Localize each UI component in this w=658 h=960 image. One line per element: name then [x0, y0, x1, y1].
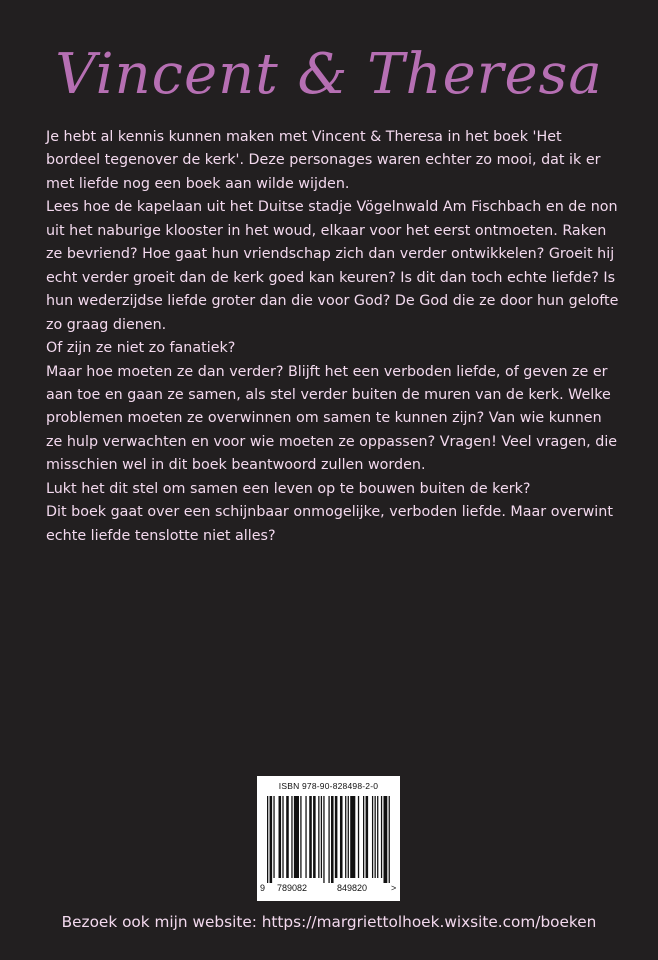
- barcode-bar: [377, 796, 378, 878]
- blurb-paragraph: Of zijn ze niet zo fanatiek?: [46, 340, 236, 357]
- barcode-digit-prefix: 9: [260, 883, 266, 893]
- barcode-bar: [305, 796, 306, 878]
- barcode-bar: [375, 796, 376, 878]
- barcode-bar: [348, 796, 349, 878]
- barcode-bar: [328, 796, 329, 883]
- blurb-paragraph: Lukt het dit stel om samen een leven op te bouwen buiten de kerk?: [46, 480, 531, 497]
- barcode-bar: [273, 796, 274, 878]
- barcode-bar: [323, 796, 324, 883]
- blurb-paragraph: Maar hoe moeten ze dan verder? Blijft het een verboden liefde, of geven ze er aan toe en gaan ze samen, als stel verder buiten de muren van de kerk. Welke problemen moeten ze overwinnen om samen te kunnen zijn? Van wie kunnen ze hulp verwachten en voor wie moeten ze oppassen? Vragen! Veel vragen, die misschien wel in dit boek beantwoord zullen worden.: [46, 363, 618, 474]
- barcode-bar: [291, 796, 292, 878]
- barcode-bar: [270, 796, 273, 883]
- isbn-label: ISBN 978-90-828498-2-0: [278, 781, 379, 791]
- barcode-bar: [313, 796, 316, 878]
- barcode-bar: [372, 796, 373, 878]
- barcode-bar: [381, 796, 382, 878]
- barcode-bar: [286, 796, 289, 878]
- barcode-bar: [366, 796, 369, 878]
- barcode-bar: [335, 796, 338, 878]
- barcode-bar: [300, 796, 301, 878]
- barcode-digits: [257, 883, 400, 897]
- barcode-bar: [282, 796, 283, 878]
- barcode-digit-suffix: >: [391, 883, 397, 893]
- barcode-digit-group-right: 849820: [337, 883, 368, 893]
- barcode-bar: [309, 796, 312, 878]
- website-link[interactable]: Bezoek ook mijn website: https://margriettolhoek.wixsite.com/boeken: [61, 913, 597, 931]
- barcode-bar: [350, 796, 355, 878]
- barcode-bar: [345, 796, 346, 878]
- barcode-bar: [358, 796, 359, 878]
- blurb-paragraph: Lees hoe de kapelaan uit het Duitse stadje Vögelnwald Am Fischbach en de non uit het naburige klooster in het woud, elkaar voor het eerst ontmoeten. Raken ze bevriend? Hoe gaat hun vriendschap zich dan verder ontwikkelen? Groeit hij echt verder groeit dan de kerk goed kan keuren? Is dit dan toch echte liefde? Is hun wederzijdse liefde groter dan die voor God? De God die ze door hun gelofte zo graag dienen.: [46, 199, 619, 333]
- barcode-bar: [267, 796, 268, 883]
- barcode-bar: [331, 796, 334, 883]
- barcode-bar: [389, 796, 390, 883]
- blurb-paragraph: Je hebt al kennis kunnen maken met Vincent & Theresa in het boek 'Het bordeel tegenover de kerk'. Deze personages waren echter zo mooi, dat ik er met liefde nog een boek aan wilde wijden.: [46, 129, 601, 192]
- barcode-bar: [321, 796, 322, 878]
- barcode-bar: [363, 796, 364, 878]
- book-title: Vincent & Theresa: [55, 42, 603, 107]
- barcode-bar: [383, 796, 387, 883]
- barcode-bars: [265, 796, 393, 883]
- barcode-bar: [294, 796, 299, 878]
- barcode-bar: [318, 796, 319, 878]
- barcode-digit-group-left: 789082: [277, 883, 308, 893]
- isbn-barcode: [257, 776, 400, 901]
- barcode-bar: [340, 796, 343, 878]
- back-cover-blurb: [46, 126, 620, 548]
- blurb-paragraph: Dit boek gaat over een schijnbaar onmogelijke, verboden liefde. Maar overwint echte liefde tenslotte niet alles?: [46, 504, 613, 544]
- barcode-bar: [279, 796, 282, 878]
